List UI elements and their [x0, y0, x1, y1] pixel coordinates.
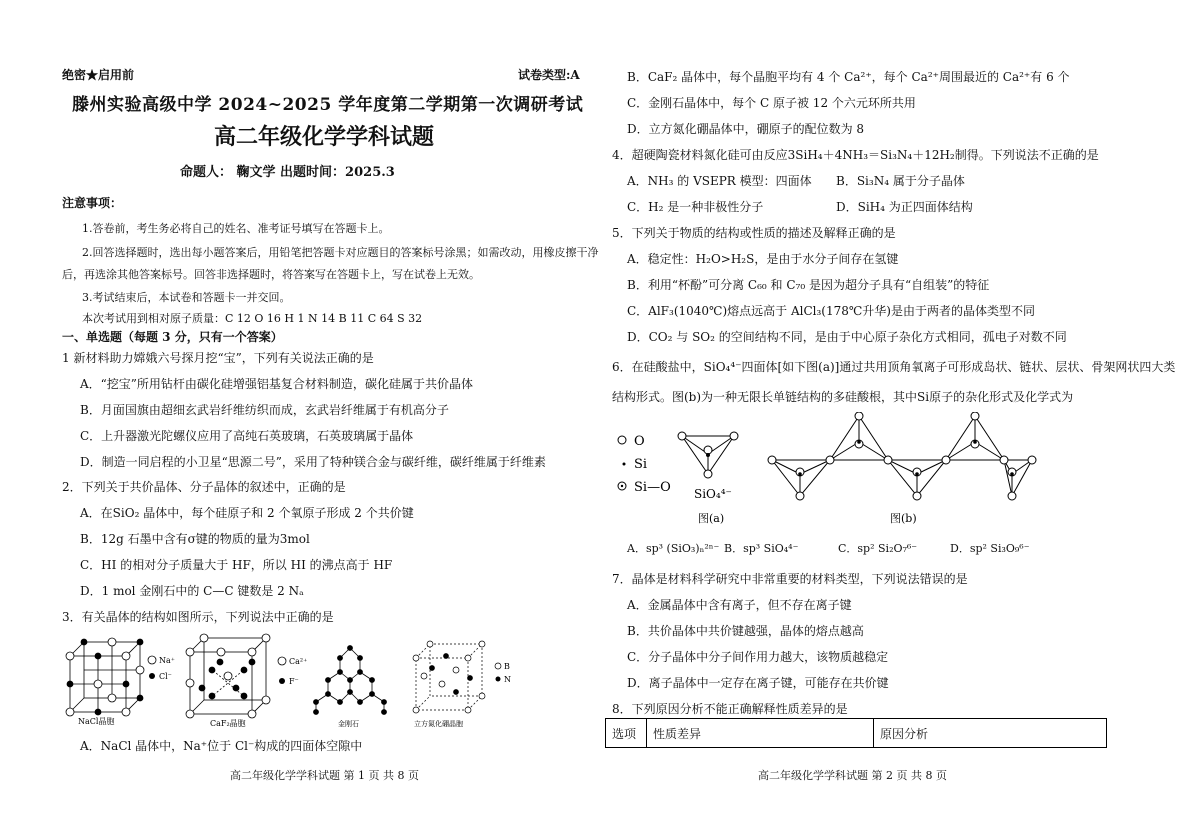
- page-title: 高二年级化学学科试题: [214, 124, 435, 150]
- cl-legend-marker: [149, 673, 155, 679]
- col-option-header: 选项: [606, 719, 647, 748]
- cl-legend-label: Cl⁻: [159, 672, 172, 681]
- n-legend-marker: [496, 677, 501, 682]
- q2-option-a: A．在SiO₂ 晶体中，每个硅原子和 2 个氧原子形成 2 个共价键: [80, 506, 414, 520]
- b-legend-marker: [495, 663, 501, 669]
- q2-option-c: C．HI 的相对分子质量大于 HF，所以 HI 的沸点高于 HF: [80, 558, 393, 572]
- q8-stem: 8．下列原因分析不能正确解释性质差异的是: [612, 702, 848, 716]
- q7-option-b: B．共价晶体中共价键越强，晶体的熔点越高: [627, 624, 864, 638]
- q2-stem: 2．下列关于共价晶体、分子晶体的叙述中，正确的是: [62, 480, 346, 494]
- b-legend-label: B: [504, 662, 510, 671]
- col-property-header: 性质差异: [647, 719, 874, 748]
- q4-option-b: B．Si₃N₄ 属于分子晶体: [836, 174, 965, 188]
- table-header-row: [606, 719, 1107, 748]
- q3-stem: 3．有关晶体的结构如图所示，下列说法中正确的是: [62, 610, 334, 624]
- f-legend-label: F⁻: [289, 677, 299, 686]
- note-2b: 后，再选涂其他答案标号。回答非选择题时，将答案写在答题卡上，写在试卷上无效。: [62, 268, 480, 281]
- ca-legend-label: Ca²⁺: [289, 657, 308, 666]
- q7-option-a: A．金属晶体中含有离子，但不存在离子键: [627, 598, 852, 612]
- q6-option-d: D．sp² Si₃O₉⁶⁻: [950, 542, 1030, 555]
- q2-option-b: B．12g 石墨中含有σ键的物质的量为3mol: [80, 532, 310, 546]
- notes-heading: 注意事项：: [62, 196, 123, 210]
- q6-stem-line1: 6．在硅酸盐中，SiO₄⁴⁻四面体[如下图(a)]通过共用顶角氧离子可形成岛状、链状、层状、骨架网状四大类: [612, 360, 1176, 374]
- q3-option-d: D．立方氮化硼晶体中，硼原子的配位数为 8: [627, 122, 865, 136]
- ca-legend-marker: [278, 657, 286, 665]
- o-legend-marker: [618, 436, 626, 444]
- q1-option-c: C．上升器激光陀螺仪应用了高纯石英玻璃，石英玻璃属于晶体: [80, 429, 414, 443]
- q4-stem: 4．超硬陶瓷材料氮化硅可由反应3SiH₄＋4NH₃＝Si₃N₄＋12H₂制得。下列说法不正确的是: [612, 148, 1099, 162]
- si-legend-marker: [623, 463, 626, 466]
- q5-option-d: D．CO₂ 与 SO₂ 的空间结构不同，是由于中心原子杂化方式相同，孤电子对数不同: [627, 330, 1067, 344]
- section-heading: 一、单选题（每题 3 分，只有一个答案）: [62, 330, 283, 344]
- polysilicate-chain: [768, 412, 1036, 500]
- q6-option-a: A．sp³ (SiO₃)ₙ²ⁿ⁻: [627, 542, 720, 555]
- col-reason-header: 原因分析: [874, 719, 1107, 748]
- page-footer-left: 高二年级化学学科试题 第 1 页 共 8 页: [230, 769, 419, 782]
- diamond-structure-diagram: [314, 646, 387, 715]
- f-legend-marker: [279, 678, 285, 684]
- fig-a-caption: 图(a): [698, 512, 725, 525]
- q3-option-c: C．金刚石晶体中，每个 C 原子被 12 个六元环所共用: [627, 96, 916, 110]
- q1-option-d: D．制造一同启程的小卫星“思源二号”，采用了特种镁合金与碳纤维，碳纤维属于纤维素: [80, 455, 546, 469]
- fig-b-caption: 图(b): [890, 512, 917, 525]
- diamond-caption: 金刚石: [338, 720, 359, 728]
- sio4-label: SiO₄⁴⁻: [694, 487, 732, 501]
- paper-type: 试卷类型:A: [518, 68, 580, 82]
- nacl-caption: NaCl晶胞: [78, 717, 115, 726]
- q5-stem: 5．下列关于物质的结构或性质的描述及解释正确的是: [612, 226, 896, 240]
- q1-option-a: A．“挖宝”所用钻杆由碳化硅增强铝基复合材料制造，碳化硅属于共价晶体: [80, 377, 473, 391]
- q6-option-b: B．sp³ SiO₄⁴⁻: [724, 542, 799, 555]
- sio-legend-label: Si—O: [634, 480, 671, 495]
- q1-option-b: B．月面国旗由超细玄武岩纤维纺织而成，玄武岩纤维属于有机高分子: [80, 403, 449, 417]
- q2-option-d: D．1 mol 金刚石中的 C—C 键数是 2 Nₐ: [80, 584, 304, 598]
- note-3: 3.考试结束后，本试卷和答题卡一并交回。: [82, 291, 291, 304]
- note-1: 1.答卷前，考生务必将自己的姓名、准考证号填写在答题卡上。: [82, 222, 390, 235]
- silicate-figure: [612, 412, 1052, 530]
- q8-table: [605, 718, 1107, 748]
- q5-option-c: C．AlF₃(1040℃)熔点远高于 AlCl₃(178℃升华)是由于两者的晶体类型不同: [627, 304, 1035, 318]
- q7-stem: 7．晶体是材料科学研究中非常重要的材料类型，下列说法错误的是: [612, 572, 968, 586]
- q7-option-d: D．离子晶体中一定存在离子键，可能存在共价键: [627, 676, 889, 690]
- q3-option-b: B．CaF₂ 晶体中，每个晶胞平均有 4 个 Ca²⁺，每个 Ca²⁺周围最近的 Ca²⁺有 6 个: [627, 70, 1070, 84]
- si-legend-label: Si: [634, 457, 648, 472]
- caf2-caption: CaF₂晶胞: [210, 719, 246, 728]
- page-footer-right: 高二年级化学学科试题 第 2 页 共 8 页: [758, 769, 947, 782]
- q4-option-a: A．NH₃ 的 VSEPR 模型：四面体: [627, 174, 812, 188]
- atomic-mass-line: 本次考试用到相对原子质量：C 12 O 16 H 1 N 14 B 11 C 64 S 32: [82, 312, 423, 325]
- q7-option-c: C．分子晶体中分子间作用力越大，该物质越稳定: [627, 650, 889, 664]
- exam-name: 滕州实验高级中学 2024~2025 学年度第二学期第一次调研考试: [72, 95, 584, 115]
- bn-caption: 立方氮化硼晶胞: [414, 720, 463, 728]
- note-2a: 2.回答选择题时，选出每小题答案后，用铅笔把答题卡对应题目的答案标号涂黑；如需改动，用橡皮擦干净: [82, 246, 599, 259]
- q4-option-c: C．H₂ 是一种非极性分子: [627, 200, 764, 214]
- q3-option-a: A．NaCl 晶体中，Na⁺位于 Cl⁻构成的四面体空隙中: [80, 739, 363, 753]
- q5-option-a: A．稳定性：H₂O>H₂S，是由于水分子间存在氢键: [627, 252, 899, 266]
- crystal-structures-figure: [60, 628, 530, 730]
- na-legend-label: Na⁺: [159, 656, 175, 665]
- n-legend-label: N: [504, 675, 511, 684]
- q5-option-b: B．利用“杯酚”可分离 C₆₀ 和 C₇₀ 是因为超分子具有“自组装”的特征: [627, 278, 990, 292]
- q6-stem-line2: 结构形式。图(b)为一种无限长单链结构的多硅酸根，其中Si原子的杂化形式及化学式为: [612, 390, 1074, 404]
- q4-option-d: D．SiH₄ 为正四面体结构: [836, 200, 973, 214]
- nacl-cell-diagram: [70, 642, 140, 712]
- na-legend-marker: [148, 656, 156, 664]
- secret-label: 绝密★启用前: [62, 68, 135, 82]
- author-line: 命题人： 鞠文学 出题时间：2025.3: [180, 165, 395, 180]
- q1-stem: 1 新材料助力嫦娥六号探月挖“宝”，下列有关说法正确的是: [62, 351, 374, 365]
- q6-option-c: C．sp² Si₂O₇⁶⁻: [838, 542, 918, 555]
- sio4-tetrahedron: [678, 432, 738, 478]
- o-legend-label: O: [634, 434, 645, 449]
